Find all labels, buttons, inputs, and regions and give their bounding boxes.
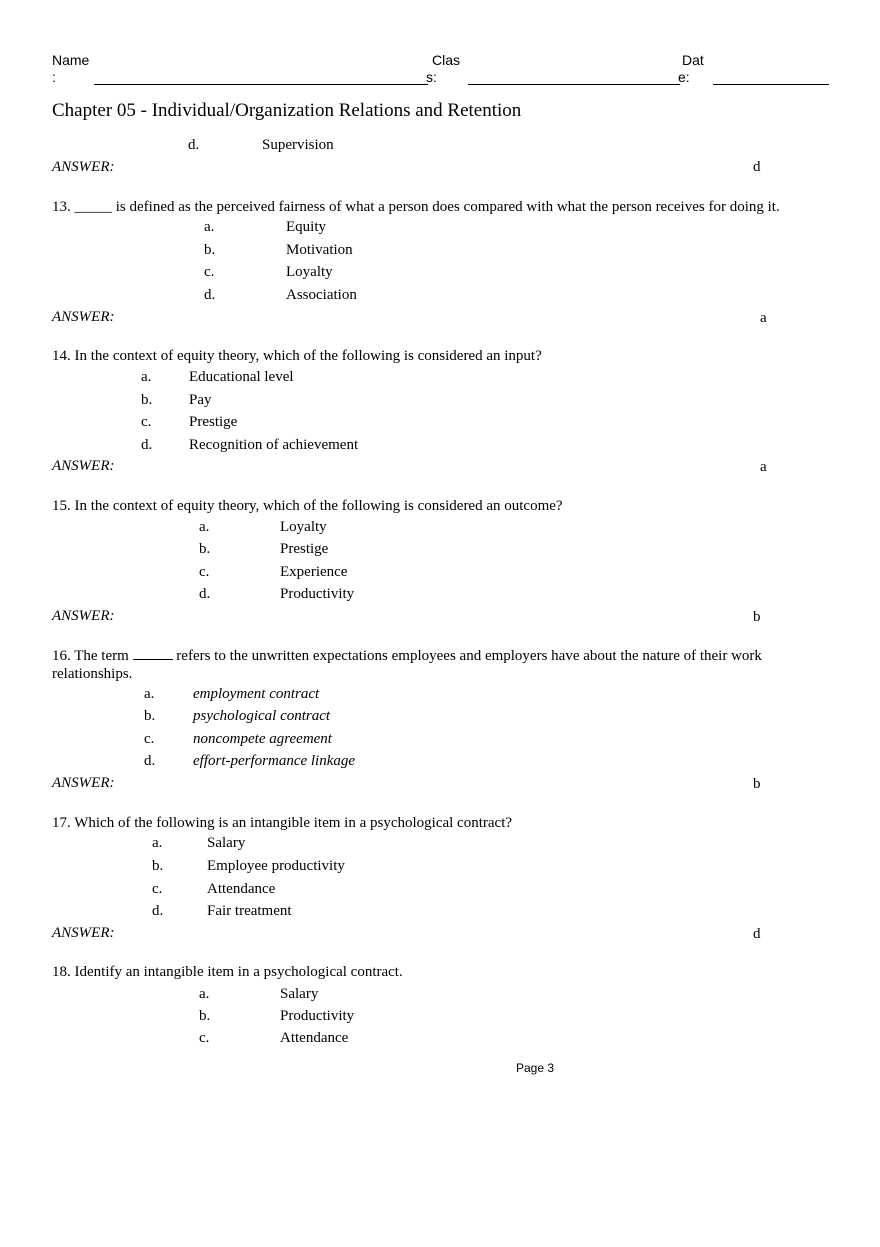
q15-option-d-letter: d. [199,586,211,602]
q17-option-b-letter: b. [152,858,164,874]
q13-answer-label: ANSWER: [52,309,115,325]
q13-stem: 13. _____ is defined as the perceived fairness of what a person does compared with what the person receives for doing it. [52,199,780,215]
q15-answer-label: ANSWER: [52,608,115,624]
q14-option-c-text: Prestige [189,414,238,430]
q14-option-d-text: Recognition of achievement [189,437,359,453]
q18-option-b-text: Productivity [280,1008,355,1024]
page-number: Page 3 [516,1061,555,1075]
q17-option-a-text: Salary [207,835,246,851]
q15-option-b-letter: b. [199,541,211,557]
q14-answer-value: a [760,459,767,475]
q15-option-a-letter: a. [199,519,210,535]
chapter-title: Chapter 05 - Individual/Organization Relations and Retention [52,100,522,121]
q17-answer-label: ANSWER: [52,925,115,941]
q15-option-b-text: Prestige [280,541,329,557]
q16-option-a-text: employment contract [193,686,320,702]
q14-stem: 14. In the context of equity theory, which of the following is considered an input? [52,348,542,364]
q17-stem: 17. Which of the following is an intangible item in a psychological contract? [52,815,513,831]
q13-option-c-text: Loyalty [286,264,333,280]
q14-option-c-letter: c. [141,414,152,430]
q16-option-c-text: noncompete agreement [193,731,332,747]
class-label: Clas [432,52,461,68]
q18-option-c-letter: c. [199,1030,210,1046]
q16-option-d-letter: d. [144,753,156,769]
q17-option-c-text: Attendance [207,881,276,897]
q16-blank [133,659,173,660]
q15-stem: 15. In the context of equity theory, which of the following is considered an outcome? [52,498,563,514]
class-label-suffix: s: [426,69,437,85]
q13-option-a-letter: a. [204,219,215,235]
q13-option-a-text: Equity [286,219,326,235]
q15-option-d-text: Productivity [280,586,355,602]
q14-answer-label: ANSWER: [52,458,115,474]
q17-option-a-letter: a. [152,835,163,851]
q16-option-a-letter: a. [144,686,155,702]
q13-option-d-letter: d. [204,287,216,303]
q15-answer-value: b [753,609,761,625]
q16-option-b-text: psychological contract [193,708,331,724]
q16-stem-line1 [52,648,762,665]
q18-stem: 18. Identify an intangible item in a psychological contract. [52,964,403,980]
q12-answer-label: ANSWER: [52,159,115,175]
q17-option-b-text: Employee productivity [207,858,345,874]
q16-option-d-text: effort-performance linkage [193,753,356,769]
q14-option-a-text: Educational level [189,369,294,385]
name-field-line[interactable] [94,84,428,85]
q15-option-c-letter: c. [199,564,210,580]
q13-answer-value: a [760,310,767,326]
date-field-line[interactable] [713,84,829,85]
q18-option-a-text: Salary [280,986,319,1002]
q12-option-d-letter: d. [188,137,200,153]
q16-option-b-letter: b. [144,708,156,724]
q17-option-c-letter: c. [152,881,163,897]
q13-option-c-letter: c. [204,264,215,280]
name-label-colon: : [52,69,56,85]
q16-answer-value: b [753,776,761,792]
q18-option-a-letter: a. [199,986,210,1002]
q15-option-c-text: Experience [280,564,348,580]
q15-option-a-text: Loyalty [280,519,327,535]
class-field-line[interactable] [468,84,680,85]
date-label-suffix: e: [678,69,690,85]
q17-option-d-text: Fair treatment [207,903,292,919]
q16-stem-line2: relationships. [52,666,133,682]
q13-option-d-text: Association [286,287,357,303]
q16-stem-suffix: refers to the unwritten expectations employees and employers have about the nature of their work [176,648,762,664]
date-label: Dat [682,52,704,68]
q16-answer-label: ANSWER: [52,775,115,791]
name-label: Name [52,52,90,68]
q16-stem-prefix: 16. The term [52,648,129,664]
q14-option-d-letter: d. [141,437,153,453]
q16-option-c-letter: c. [144,731,155,747]
q12-answer-value: d [753,159,761,175]
q14-option-a-letter: a. [141,369,152,385]
q13-option-b-letter: b. [204,242,216,258]
q18-option-c-text: Attendance [280,1030,349,1046]
q13-option-b-text: Motivation [286,242,353,258]
q14-option-b-letter: b. [141,392,153,408]
q17-option-d-letter: d. [152,903,164,919]
q18-option-b-letter: b. [199,1008,211,1024]
q17-answer-value: d [753,926,761,942]
q14-option-b-text: Pay [189,392,212,408]
q12-option-d-text: Supervision [262,137,334,153]
